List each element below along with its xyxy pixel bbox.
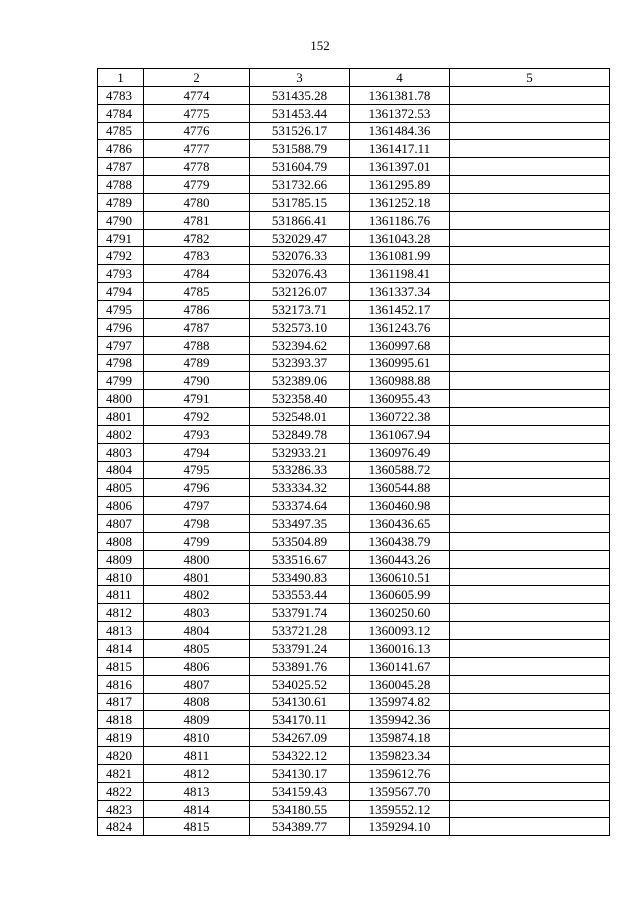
table-cell-col2: 4786 bbox=[144, 300, 250, 318]
table-cell-col2: 4799 bbox=[144, 532, 250, 550]
table-cell-col5 bbox=[450, 568, 610, 586]
table-cell-col2: 4788 bbox=[144, 336, 250, 354]
table-cell-col5 bbox=[450, 425, 610, 443]
table-cell-col5 bbox=[450, 604, 610, 622]
table-cell-col1: 4810 bbox=[98, 568, 144, 586]
table-cell-col2: 4784 bbox=[144, 265, 250, 283]
table-cell-col3: 531526.17 bbox=[250, 122, 350, 140]
table-cell-col5 bbox=[450, 782, 610, 800]
table-cell-col4: 1360610.51 bbox=[350, 568, 450, 586]
table-cell-col3: 532548.01 bbox=[250, 408, 350, 426]
table-row bbox=[98, 586, 610, 604]
table-cell-col3: 532393.37 bbox=[250, 354, 350, 372]
table-cell-col4: 1361452.17 bbox=[350, 300, 450, 318]
table-cell-col3: 531604.79 bbox=[250, 158, 350, 176]
table-cell-col4: 1360976.49 bbox=[350, 443, 450, 461]
table-cell-col5 bbox=[450, 461, 610, 479]
table-cell-col3: 534025.52 bbox=[250, 675, 350, 693]
table-cell-col2: 4810 bbox=[144, 729, 250, 747]
table-cell-col2: 4779 bbox=[144, 176, 250, 194]
table-cell-col1: 4820 bbox=[98, 747, 144, 765]
table-cell-col3: 534170.11 bbox=[250, 711, 350, 729]
table-cell-col1: 4792 bbox=[98, 247, 144, 265]
table-row bbox=[98, 336, 610, 354]
table-cell-col1: 4808 bbox=[98, 532, 144, 550]
table-row bbox=[98, 229, 610, 247]
table-cell-col4: 1359823.34 bbox=[350, 747, 450, 765]
table-row bbox=[98, 140, 610, 158]
table-row bbox=[98, 711, 610, 729]
column-header-5: 5 bbox=[450, 69, 610, 87]
table-row bbox=[98, 657, 610, 675]
table-cell-col1: 4786 bbox=[98, 140, 144, 158]
table-cell-col5 bbox=[450, 318, 610, 336]
table-row bbox=[98, 104, 610, 122]
table-cell-col3: 532029.47 bbox=[250, 229, 350, 247]
table-cell-col2: 4793 bbox=[144, 425, 250, 443]
table-cell-col1: 4807 bbox=[98, 515, 144, 533]
table-cell-col5 bbox=[450, 336, 610, 354]
table-cell-col1: 4814 bbox=[98, 640, 144, 658]
table-cell-col4: 1360605.99 bbox=[350, 586, 450, 604]
table-row bbox=[98, 604, 610, 622]
table-cell-col1: 4819 bbox=[98, 729, 144, 747]
table-row bbox=[98, 265, 610, 283]
table-cell-col2: 4807 bbox=[144, 675, 250, 693]
table-cell-col4: 1360016.13 bbox=[350, 640, 450, 658]
table-cell-col1: 4802 bbox=[98, 425, 144, 443]
table-cell-col3: 532573.10 bbox=[250, 318, 350, 336]
table-cell-col3: 533516.67 bbox=[250, 550, 350, 568]
table-cell-col5 bbox=[450, 140, 610, 158]
table-cell-col5 bbox=[450, 211, 610, 229]
table-cell-col3: 532389.06 bbox=[250, 372, 350, 390]
table-cell-col2: 4805 bbox=[144, 640, 250, 658]
coordinates-table bbox=[97, 68, 610, 836]
table-cell-col4: 1361186.76 bbox=[350, 211, 450, 229]
table-row bbox=[98, 86, 610, 104]
table-cell-col3: 531785.15 bbox=[250, 193, 350, 211]
table-cell-col2: 4801 bbox=[144, 568, 250, 586]
table-cell-col3: 532849.78 bbox=[250, 425, 350, 443]
column-header-4: 4 bbox=[350, 69, 450, 87]
table-cell-col1: 4791 bbox=[98, 229, 144, 247]
table-cell-col2: 4796 bbox=[144, 479, 250, 497]
table-cell-col4: 1360443.26 bbox=[350, 550, 450, 568]
table-cell-col4: 1359567.70 bbox=[350, 782, 450, 800]
table-cell-col2: 4808 bbox=[144, 693, 250, 711]
table-cell-col2: 4792 bbox=[144, 408, 250, 426]
table-cell-col3: 531453.44 bbox=[250, 104, 350, 122]
table-cell-col5 bbox=[450, 657, 610, 675]
table-cell-col1: 4798 bbox=[98, 354, 144, 372]
table-cell-col4: 1361397.01 bbox=[350, 158, 450, 176]
table-cell-col5 bbox=[450, 443, 610, 461]
table-cell-col1: 4801 bbox=[98, 408, 144, 426]
table-cell-col2: 4798 bbox=[144, 515, 250, 533]
table-cell-col1: 4783 bbox=[98, 86, 144, 104]
table-cell-col5 bbox=[450, 800, 610, 818]
table-cell-col4: 1359942.36 bbox=[350, 711, 450, 729]
page-number: 152 bbox=[310, 38, 330, 53]
table-cell-col5 bbox=[450, 550, 610, 568]
table-cell-col5 bbox=[450, 532, 610, 550]
table-cell-col2: 4775 bbox=[144, 104, 250, 122]
table-row bbox=[98, 425, 610, 443]
table-row bbox=[98, 515, 610, 533]
table-cell-col4: 1359294.10 bbox=[350, 818, 450, 836]
table-cell-col4: 1360093.12 bbox=[350, 622, 450, 640]
table-cell-col2: 4780 bbox=[144, 193, 250, 211]
table-cell-col3: 532933.21 bbox=[250, 443, 350, 461]
table-cell-col3: 534389.77 bbox=[250, 818, 350, 836]
table-cell-col1: 4812 bbox=[98, 604, 144, 622]
table-cell-col4: 1361337.34 bbox=[350, 283, 450, 301]
table-cell-col5 bbox=[450, 176, 610, 194]
table-cell-col2: 4804 bbox=[144, 622, 250, 640]
table-cell-col2: 4789 bbox=[144, 354, 250, 372]
table-cell-col3: 532076.43 bbox=[250, 265, 350, 283]
table-cell-col5 bbox=[450, 747, 610, 765]
table-row bbox=[98, 408, 610, 426]
table-cell-col4: 1361081.99 bbox=[350, 247, 450, 265]
table-cell-col1: 4813 bbox=[98, 622, 144, 640]
table-cell-col4: 1360544.88 bbox=[350, 479, 450, 497]
table-cell-col1: 4815 bbox=[98, 657, 144, 675]
table-cell-col2: 4814 bbox=[144, 800, 250, 818]
table-row bbox=[98, 693, 610, 711]
table-row bbox=[98, 158, 610, 176]
table-cell-col5 bbox=[450, 283, 610, 301]
table-cell-col4: 1359974.82 bbox=[350, 693, 450, 711]
table-cell-col3: 532173.71 bbox=[250, 300, 350, 318]
table-cell-col1: 4785 bbox=[98, 122, 144, 140]
table-cell-col1: 4811 bbox=[98, 586, 144, 604]
table-cell-col5 bbox=[450, 247, 610, 265]
table-cell-col1: 4809 bbox=[98, 550, 144, 568]
table-cell-col2: 4802 bbox=[144, 586, 250, 604]
table-cell-col1: 4784 bbox=[98, 104, 144, 122]
table-cell-col2: 4813 bbox=[144, 782, 250, 800]
table-cell-col2: 4782 bbox=[144, 229, 250, 247]
table-row bbox=[98, 568, 610, 586]
table-cell-col5 bbox=[450, 586, 610, 604]
table-cell-col3: 532394.62 bbox=[250, 336, 350, 354]
table-row bbox=[98, 764, 610, 782]
table-header-row bbox=[98, 69, 610, 87]
table-cell-col2: 4803 bbox=[144, 604, 250, 622]
table-cell-col5 bbox=[450, 675, 610, 693]
table-cell-col3: 534180.55 bbox=[250, 800, 350, 818]
table-row bbox=[98, 176, 610, 194]
table-cell-col3: 532126.07 bbox=[250, 283, 350, 301]
table-row bbox=[98, 550, 610, 568]
table-cell-col4: 1360995.61 bbox=[350, 354, 450, 372]
table-cell-col4: 1360045.28 bbox=[350, 675, 450, 693]
table-cell-col5 bbox=[450, 764, 610, 782]
table-cell-col2: 4812 bbox=[144, 764, 250, 782]
table-cell-col5 bbox=[450, 122, 610, 140]
table-cell-col1: 4806 bbox=[98, 497, 144, 515]
table-row bbox=[98, 747, 610, 765]
table-cell-col1: 4793 bbox=[98, 265, 144, 283]
table-cell-col5 bbox=[450, 229, 610, 247]
table-row bbox=[98, 211, 610, 229]
column-header-2: 2 bbox=[144, 69, 250, 87]
table-cell-col3: 534322.12 bbox=[250, 747, 350, 765]
column-header-1: 1 bbox=[98, 69, 144, 87]
table-cell-col3: 531435.28 bbox=[250, 86, 350, 104]
table-cell-col2: 4774 bbox=[144, 86, 250, 104]
table-cell-col4: 1360438.79 bbox=[350, 532, 450, 550]
table-cell-col4: 1360460.98 bbox=[350, 497, 450, 515]
table-cell-col5 bbox=[450, 354, 610, 372]
table-row bbox=[98, 800, 610, 818]
table-cell-col4: 1361417.11 bbox=[350, 140, 450, 158]
table-cell-col1: 4816 bbox=[98, 675, 144, 693]
table-cell-col5 bbox=[450, 622, 610, 640]
table-row bbox=[98, 497, 610, 515]
table-cell-col3: 534159.43 bbox=[250, 782, 350, 800]
table-cell-col5 bbox=[450, 515, 610, 533]
table-cell-col5 bbox=[450, 390, 610, 408]
table-cell-col4: 1361067.94 bbox=[350, 425, 450, 443]
table-cell-col2: 4800 bbox=[144, 550, 250, 568]
table-cell-col3: 533721.28 bbox=[250, 622, 350, 640]
table-cell-col2: 4815 bbox=[144, 818, 250, 836]
table-cell-col2: 4776 bbox=[144, 122, 250, 140]
table-cell-col2: 4787 bbox=[144, 318, 250, 336]
column-header-3: 3 bbox=[250, 69, 350, 87]
table-cell-col1: 4803 bbox=[98, 443, 144, 461]
table-cell-col2: 4790 bbox=[144, 372, 250, 390]
table-cell-col3: 533334.32 bbox=[250, 479, 350, 497]
table-cell-col4: 1361043.28 bbox=[350, 229, 450, 247]
table-cell-col5 bbox=[450, 372, 610, 390]
table-cell-col5 bbox=[450, 300, 610, 318]
table-cell-col3: 532076.33 bbox=[250, 247, 350, 265]
table-cell-col5 bbox=[450, 497, 610, 515]
table-cell-col2: 4783 bbox=[144, 247, 250, 265]
table-cell-col2: 4797 bbox=[144, 497, 250, 515]
table-row bbox=[98, 283, 610, 301]
table-cell-col1: 4821 bbox=[98, 764, 144, 782]
table-cell-col2: 4795 bbox=[144, 461, 250, 479]
table-cell-col2: 4806 bbox=[144, 657, 250, 675]
table-cell-col1: 4788 bbox=[98, 176, 144, 194]
table-cell-col1: 4794 bbox=[98, 283, 144, 301]
table-cell-col5 bbox=[450, 711, 610, 729]
table-cell-col3: 534130.17 bbox=[250, 764, 350, 782]
table-cell-col4: 1361372.53 bbox=[350, 104, 450, 122]
table-cell-col4: 1361295.89 bbox=[350, 176, 450, 194]
table-cell-col1: 4818 bbox=[98, 711, 144, 729]
table-cell-col3: 533791.74 bbox=[250, 604, 350, 622]
table-row bbox=[98, 622, 610, 640]
table-cell-col3: 533286.33 bbox=[250, 461, 350, 479]
table-row bbox=[98, 479, 610, 497]
table-cell-col1: 4804 bbox=[98, 461, 144, 479]
table-cell-col3: 533374.64 bbox=[250, 497, 350, 515]
table-cell-col3: 533891.76 bbox=[250, 657, 350, 675]
table-cell-col2: 4785 bbox=[144, 283, 250, 301]
table-row bbox=[98, 640, 610, 658]
table-cell-col4: 1360436.65 bbox=[350, 515, 450, 533]
table-cell-col2: 4791 bbox=[144, 390, 250, 408]
table-cell-col5 bbox=[450, 408, 610, 426]
table-cell-col5 bbox=[450, 193, 610, 211]
table-row bbox=[98, 318, 610, 336]
table-cell-col5 bbox=[450, 158, 610, 176]
table-cell-col2: 4809 bbox=[144, 711, 250, 729]
table-row bbox=[98, 818, 610, 836]
table-cell-col3: 531732.66 bbox=[250, 176, 350, 194]
table-row bbox=[98, 300, 610, 318]
table-cell-col2: 4777 bbox=[144, 140, 250, 158]
table-body bbox=[98, 86, 610, 835]
table-cell-col5 bbox=[450, 693, 610, 711]
table-cell-col1: 4823 bbox=[98, 800, 144, 818]
table-cell-col4: 1360141.67 bbox=[350, 657, 450, 675]
table-cell-col1: 4797 bbox=[98, 336, 144, 354]
table-cell-col1: 4824 bbox=[98, 818, 144, 836]
table-row bbox=[98, 675, 610, 693]
table-cell-col4: 1360955.43 bbox=[350, 390, 450, 408]
table-cell-col1: 4789 bbox=[98, 193, 144, 211]
table-cell-col1: 4795 bbox=[98, 300, 144, 318]
table-cell-col3: 532358.40 bbox=[250, 390, 350, 408]
table-row bbox=[98, 354, 610, 372]
table-cell-col5 bbox=[450, 640, 610, 658]
table-cell-col5 bbox=[450, 86, 610, 104]
table-cell-col1: 4800 bbox=[98, 390, 144, 408]
table-cell-col4: 1360250.60 bbox=[350, 604, 450, 622]
table-cell-col2: 4781 bbox=[144, 211, 250, 229]
table-cell-col2: 4794 bbox=[144, 443, 250, 461]
table-row bbox=[98, 372, 610, 390]
table-cell-col2: 4778 bbox=[144, 158, 250, 176]
table-cell-col4: 1361381.78 bbox=[350, 86, 450, 104]
table-cell-col4: 1361198.41 bbox=[350, 265, 450, 283]
table-cell-col3: 531866.41 bbox=[250, 211, 350, 229]
table-cell-col3: 533791.24 bbox=[250, 640, 350, 658]
table-row bbox=[98, 122, 610, 140]
table-cell-col1: 4787 bbox=[98, 158, 144, 176]
table-cell-col4: 1360588.72 bbox=[350, 461, 450, 479]
table-cell-col3: 533490.83 bbox=[250, 568, 350, 586]
table-cell-col5 bbox=[450, 818, 610, 836]
table-row bbox=[98, 443, 610, 461]
table-cell-col4: 1359552.12 bbox=[350, 800, 450, 818]
table-cell-col5 bbox=[450, 104, 610, 122]
table-cell-col3: 533497.35 bbox=[250, 515, 350, 533]
table-row bbox=[98, 532, 610, 550]
table-cell-col4: 1359874.18 bbox=[350, 729, 450, 747]
table-cell-col5 bbox=[450, 265, 610, 283]
table-cell-col3: 531588.79 bbox=[250, 140, 350, 158]
table-cell-col3: 533504.89 bbox=[250, 532, 350, 550]
table-row bbox=[98, 782, 610, 800]
table-cell-col1: 4822 bbox=[98, 782, 144, 800]
table-cell-col4: 1360722.38 bbox=[350, 408, 450, 426]
table-cell-col4: 1361243.76 bbox=[350, 318, 450, 336]
table-cell-col4: 1360988.88 bbox=[350, 372, 450, 390]
table-cell-col5 bbox=[450, 729, 610, 747]
table-row bbox=[98, 193, 610, 211]
table-cell-col1: 4817 bbox=[98, 693, 144, 711]
table-cell-col1: 4805 bbox=[98, 479, 144, 497]
table-cell-col2: 4811 bbox=[144, 747, 250, 765]
table-cell-col4: 1360997.68 bbox=[350, 336, 450, 354]
table-row bbox=[98, 461, 610, 479]
table-row bbox=[98, 390, 610, 408]
table-cell-col1: 4790 bbox=[98, 211, 144, 229]
table-cell-col3: 534130.61 bbox=[250, 693, 350, 711]
table-cell-col4: 1359612.76 bbox=[350, 764, 450, 782]
table-row bbox=[98, 247, 610, 265]
table-cell-col1: 4796 bbox=[98, 318, 144, 336]
table-cell-col3: 534267.09 bbox=[250, 729, 350, 747]
table-cell-col5 bbox=[450, 479, 610, 497]
table-cell-col3: 533553.44 bbox=[250, 586, 350, 604]
table-cell-col4: 1361252.18 bbox=[350, 193, 450, 211]
table-row bbox=[98, 729, 610, 747]
table-cell-col1: 4799 bbox=[98, 372, 144, 390]
table-cell-col4: 1361484.36 bbox=[350, 122, 450, 140]
